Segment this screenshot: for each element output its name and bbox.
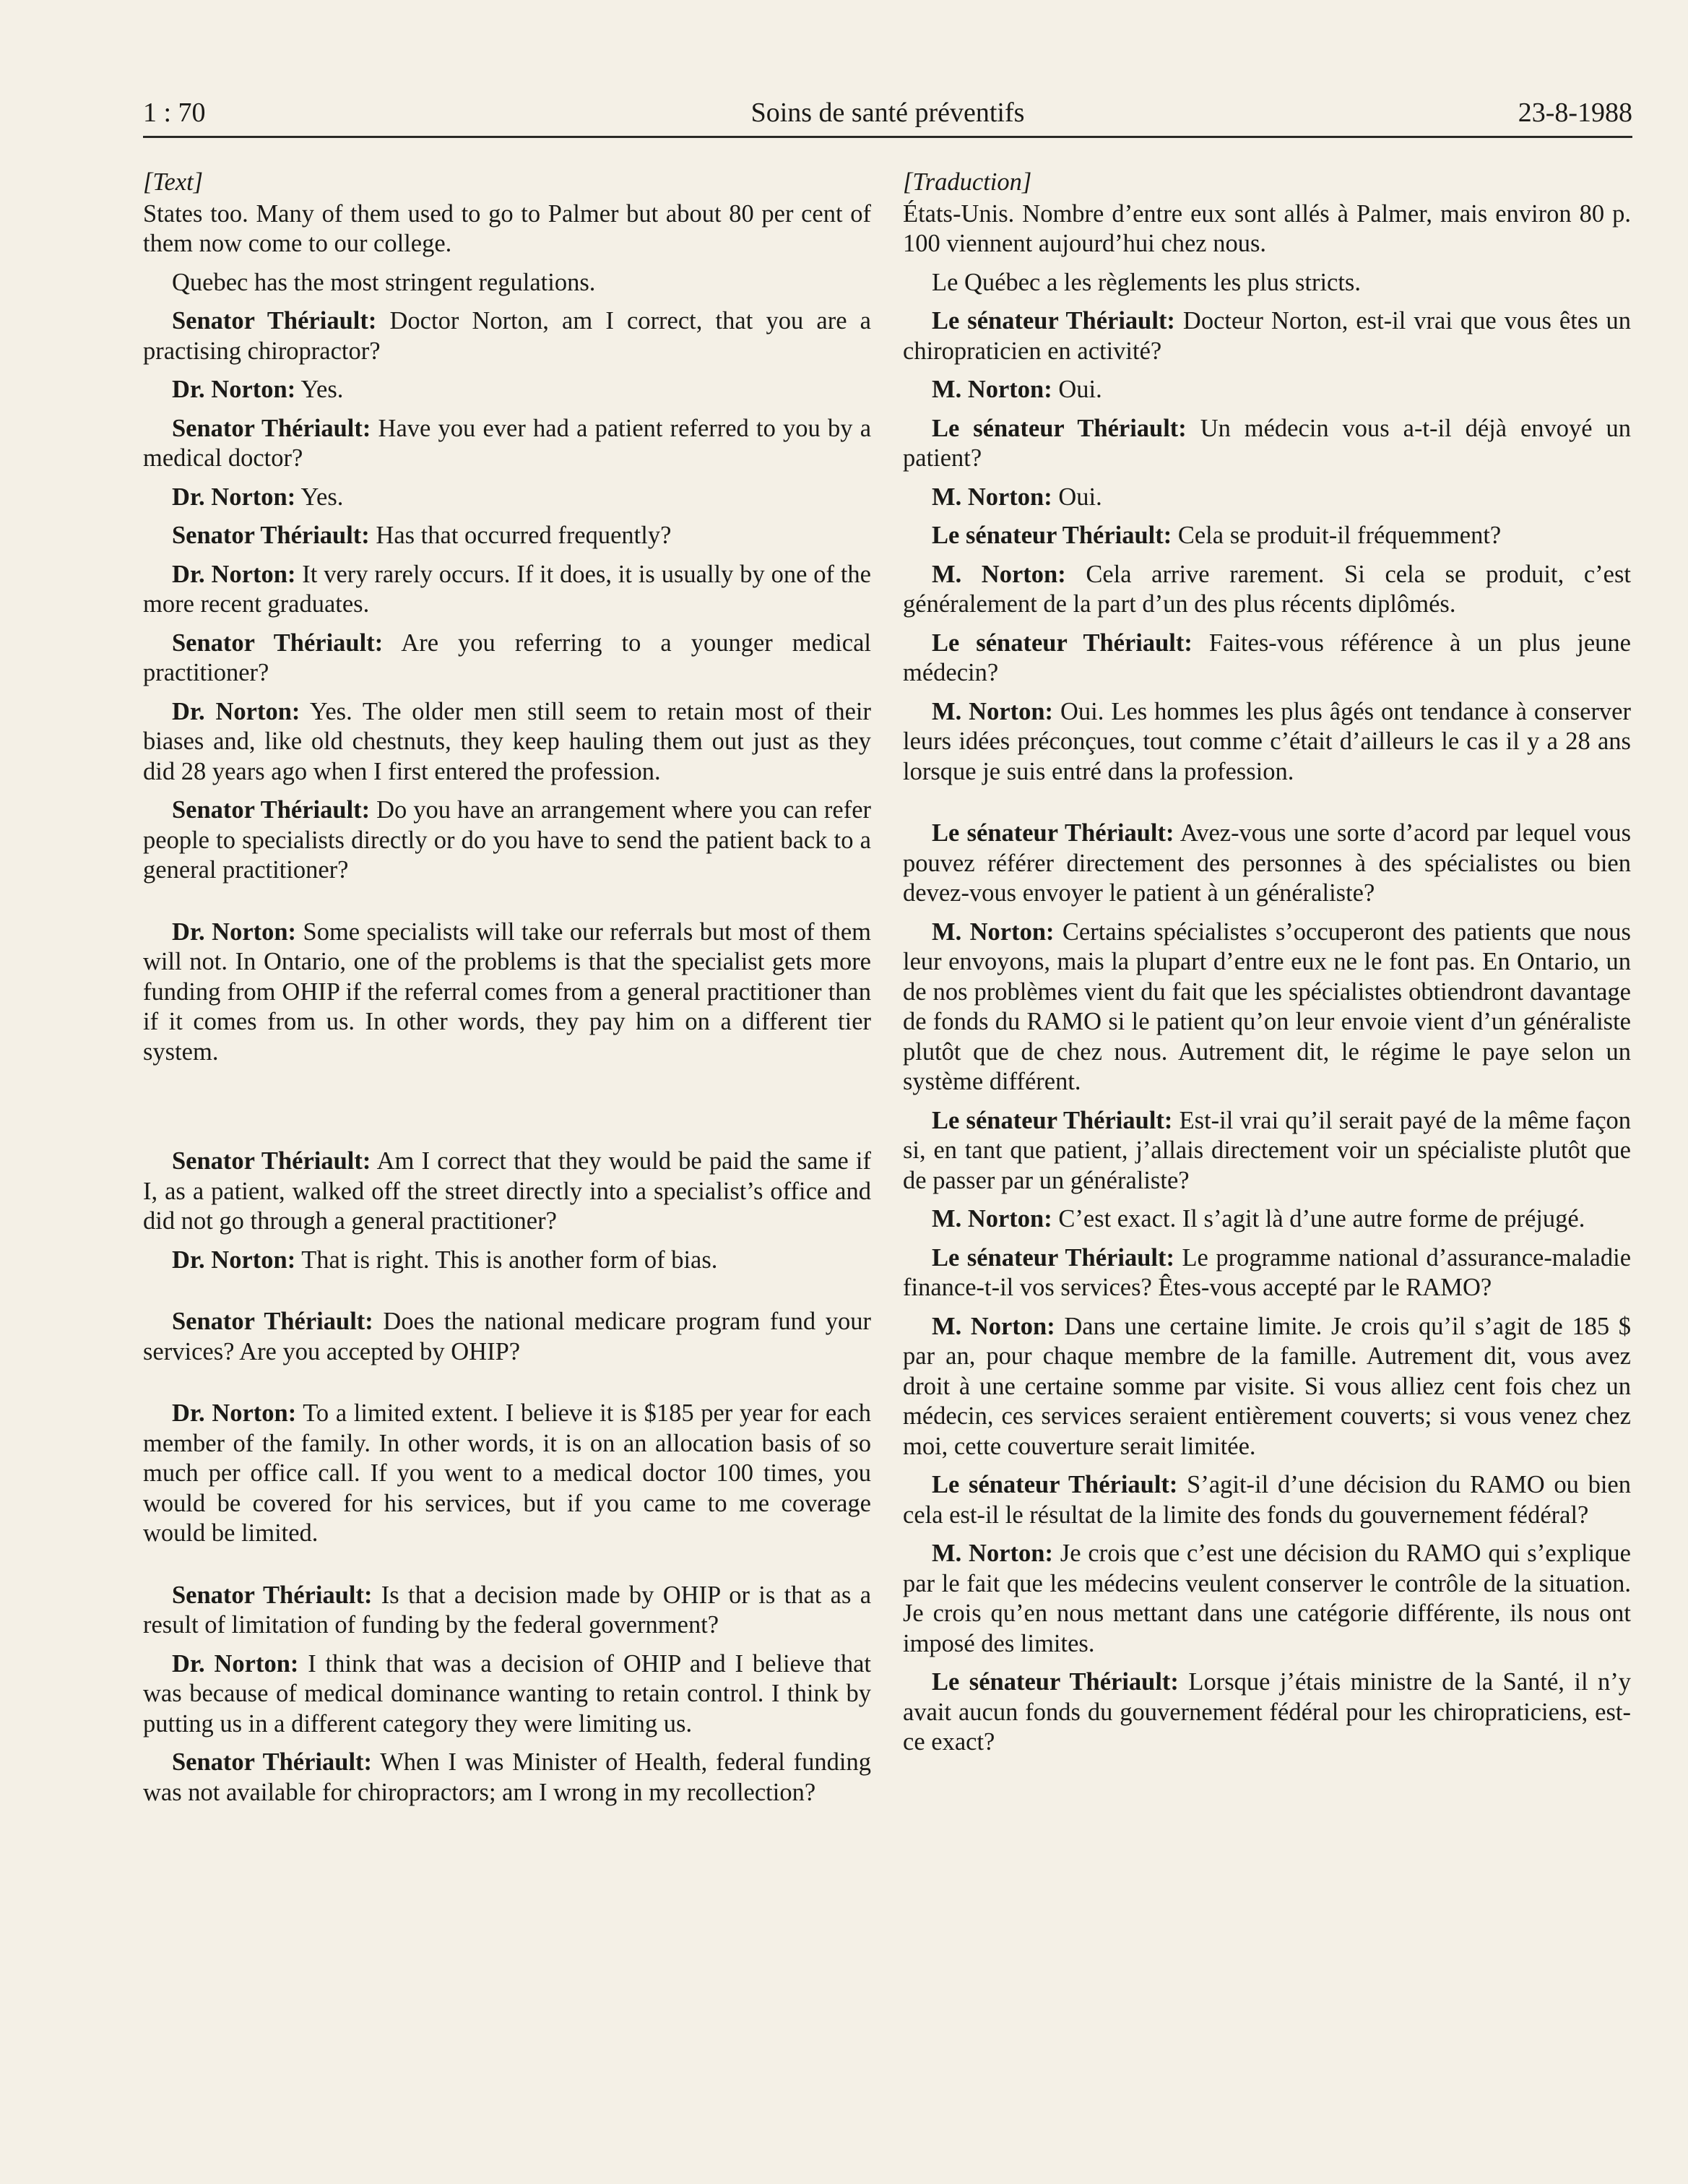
speaker-label: Le sénateur Thériault: — [932, 1243, 1174, 1272]
header-date: 23-8-1988 — [1518, 98, 1632, 128]
speaker-label: Dr. Norton: — [172, 697, 300, 725]
paragraph — [143, 629, 871, 689]
paragraph — [143, 697, 871, 787]
speech-text: Dans une certaine limite. Je crois qu’il s’agit de 185 $ par an, pour chaque membre de la famille. Autrement dit, vous avez droit à une certaine somme par visite. Si vous alliez cent fois chez un médecin, ces services seraient entièrement couverts; si vous venez chez moi, cette couverture serait limitée. — [903, 1312, 1631, 1460]
speaker-label: M. Norton: — [932, 376, 1052, 403]
speech-text: That is right. This is another form of bias. — [295, 1246, 718, 1274]
speech-text: Cela se produit-il fréquemment? — [1172, 522, 1502, 549]
paragraph — [143, 560, 871, 620]
speech-text: Faites-vous référence à un plus jeune médecin? — [903, 629, 1631, 686]
speaker-label: M. Norton: — [932, 918, 1055, 946]
speech-text: Yes. The older men still seem to retain most of their biases and, like old chestnuts, they keep hauling them out just as they did 28 years ago when I first entered the profession. — [143, 697, 871, 785]
speech-text: Cela arrive rarement. Si cela se produit, c’est généralement de la part d’un des plus récents diplômés. — [903, 560, 1631, 618]
speech-text: États-Unis. Nombre d’entre eux sont allés à Palmer, mais environ 80 p. 100 viennent aujourd’hui chez nous. — [903, 199, 1631, 257]
speech-text: Oui. — [1052, 483, 1102, 511]
paragraph — [143, 375, 871, 405]
speaker-label: Le sénateur Thériault: — [932, 629, 1193, 657]
speaker-label: Senator Thériault: — [172, 796, 371, 824]
french-column — [903, 168, 1631, 1766]
page-number: 1 : 70 — [143, 98, 206, 128]
paragraph — [903, 629, 1631, 689]
speech-text: S’agit-il d’une décision du RAMO ou bien cela est-il le résultat de la limite des fonds du gouvernement fédéral? — [903, 1471, 1631, 1529]
speaker-label: Senator Thériault: — [172, 522, 370, 549]
paragraph — [143, 199, 871, 259]
speaker-label: Dr. Norton: — [172, 560, 296, 588]
speaker-label: Senator Thériault: — [172, 414, 371, 442]
english-column — [143, 168, 871, 1816]
speaker-label: Le sénateur Thériault: — [932, 307, 1175, 334]
speech-text: Oui. Les hommes les plus âgés ont tendance à conserver leurs idées préconçues, tout comme c’était d’ailleurs le cas il y a 28 ans lorsque je suis entré dans la profession. — [903, 697, 1631, 785]
speech-text: Je crois que c’est une décision du RAMO qui s’explique par le fait que les médecins veulent conserver le contrôle de la situation. Je crois qu’en nous mettant dans une catégorie différente, ils nous ont imposé des limites. — [903, 1540, 1631, 1657]
speech-text: Some specialists will take our referrals but most of them will not. In Ontario, one of the problems is that the specialist gets more funding from OHIP if the referral comes from a general practitioner than if it comes from us. In other words, they pay him on a different tier system. — [143, 918, 871, 1066]
speaker-label: Dr. Norton: — [172, 376, 296, 403]
speech-text: It very rarely occurs. If it does, it is usually by one of the more recent graduates. — [143, 560, 871, 618]
paragraph — [903, 697, 1631, 787]
speech-text: Lorsque j’étais ministre de la Santé, il n’y avait aucun fonds du gouvernement fédéral pour les chiropraticiens, est-ce exact? — [903, 1668, 1632, 1756]
speech-text: C’est exact. Il s’agit là d’une autre forme de préjugé. — [1052, 1205, 1585, 1233]
speaker-label: Le sénateur Thériault: — [932, 819, 1174, 847]
paragraph — [903, 1470, 1631, 1530]
speaker-label: Le sénateur Thériault: — [932, 414, 1187, 442]
paragraph — [143, 268, 871, 298]
paragraph — [143, 1307, 871, 1367]
speech-text: Is that a decision made by OHIP or is that as a result of limitation of funding by the federal government? — [143, 1581, 872, 1639]
speech-text: Yes. — [295, 376, 344, 403]
paragraph — [903, 375, 1631, 405]
paragraph — [903, 199, 1631, 259]
speech-text: Does the national medicare program fund your services? Are you accepted by OHIP? — [143, 1308, 871, 1365]
paragraph — [903, 1204, 1631, 1235]
paragraph — [903, 483, 1631, 513]
paragraph — [143, 795, 871, 886]
speech-text: Do you have an arrangement where you can refer people to specialists directly or do you have to send the patient back to a general practitioner? — [143, 796, 871, 884]
speaker-label: M. Norton: — [932, 483, 1052, 511]
paragraph — [143, 1748, 871, 1808]
paragraph — [143, 918, 871, 1068]
speaker-label: Senator Thériault: — [172, 1581, 373, 1609]
speaker-label: Le sénateur Thériault: — [932, 1106, 1173, 1134]
speaker-label: M. Norton: — [932, 560, 1066, 588]
speech-text: Le Québec a les règlements les plus stricts. — [932, 268, 1361, 296]
speaker-label: Senator Thériault: — [172, 1147, 371, 1175]
speaker-label: Senator Thériault: — [172, 629, 384, 657]
speaker-label: Le sénateur Thériault: — [932, 522, 1172, 549]
speech-text: To a limited extent. I believe it is $185 per year for each member of the family. In other words, it is on an allocation basis of so much per office call. If you went to a medical doctor 100 times, you would be covered for his services, but if you came to me coverage would be limited. — [143, 1399, 872, 1547]
speaker-label: Dr. Norton: — [172, 1399, 297, 1427]
paragraph — [903, 268, 1631, 298]
paragraph — [903, 306, 1631, 366]
paragraph — [903, 1539, 1631, 1659]
paragraph — [903, 521, 1631, 551]
paragraph — [903, 819, 1631, 909]
text-tag: [Text] — [143, 168, 204, 196]
speech-text: Yes. — [295, 483, 344, 511]
speaker-label: Senator Thériault: — [172, 1748, 373, 1776]
speech-text: Have you ever had a patient referred to you by a medical doctor? — [143, 414, 872, 472]
speech-text: Doctor Norton, am I correct, that you are a practising chiropractor? — [143, 307, 871, 365]
speaker-label: M. Norton: — [932, 697, 1054, 725]
page-header — [143, 92, 1632, 138]
speech-text: Certains spécialistes s’occuperont des patients que nous leur envoyons, mais la plupart d’entre eux ne le font pas. En Ontario, un de nos problèmes vient du fait que les spécialistes obtiendront davantage de fonds du RAMO si le patient qu’on leur envoie vient d’un généraliste plutôt que de chez nous. Autrement dit, le régime le paye selon un système différent. — [903, 918, 1631, 1095]
paragraph — [143, 1147, 871, 1237]
paragraph — [143, 1581, 871, 1641]
speaker-label: Dr. Norton: — [172, 1649, 299, 1678]
speaker-label: Le sénateur Thériault: — [932, 1668, 1179, 1696]
speech-text: Le programme national d’assurance-maladie finance-t-il vos services? Êtes-vous accepté par le RAMO? — [903, 1243, 1632, 1301]
paragraph — [143, 1649, 871, 1740]
speaker-label: Le sénateur Thériault: — [932, 1471, 1178, 1498]
speech-text: Are you referring to a younger medical practitioner? — [143, 629, 872, 686]
paragraph — [143, 483, 871, 513]
speech-text: Oui. — [1052, 376, 1102, 403]
speaker-label: Senator Thériault: — [172, 1308, 373, 1335]
speech-text: Docteur Norton, est-il vrai que vous êtes un chiropraticien en activité? — [903, 307, 1631, 365]
paragraph — [143, 414, 871, 474]
translation-tag: [Traduction] — [903, 168, 1032, 196]
speaker-label: M. Norton: — [932, 1540, 1053, 1567]
paragraph — [903, 414, 1631, 474]
paragraph — [903, 1243, 1631, 1303]
speech-text: Est-il vrai qu’il serait payé de la même façon si, en tant que patient, j’allais directement voir un spécialiste plutôt que de passer par un généraliste? — [903, 1106, 1632, 1194]
speech-text: I think that was a decision of OHIP and I believe that was because of medical dominance wanting to retain control. I think by putting us in a different category they were limiting us. — [143, 1649, 871, 1738]
paragraph — [903, 918, 1631, 1097]
paragraph — [903, 1312, 1631, 1462]
speaker-label: M. Norton: — [932, 1312, 1055, 1340]
speaker-label: Senator Thériault: — [172, 307, 377, 334]
speech-text: Quebec has the most stringent regulations. — [172, 268, 596, 296]
paragraph — [143, 306, 871, 366]
paragraph — [903, 1667, 1631, 1758]
paragraph — [143, 521, 871, 551]
paragraph — [143, 1246, 871, 1276]
running-title: Soins de santé préventifs — [750, 98, 1025, 128]
speech-text: When I was Minister of Health, federal funding was not available for chiropractors; am I wrong in my recollection? — [143, 1748, 872, 1806]
speaker-label: Dr. Norton: — [172, 483, 296, 511]
speaker-label: M. Norton: — [932, 1205, 1052, 1233]
speech-text: Avez-vous une sorte d’acord par lequel vous pouvez référer directement des personnes à des spécialistes ou bien devez-vous envoyer le patient à un généraliste? — [903, 819, 1632, 907]
paragraph — [903, 560, 1631, 620]
speaker-label: Dr. Norton: — [172, 918, 297, 946]
paragraph — [143, 1399, 871, 1549]
speech-text: Am I correct that they would be paid the same if I, as a patient, walked off the street directly into a specialist’s office and did not go through a general practitioner? — [143, 1147, 871, 1235]
speech-text: Has that occurred frequently? — [369, 522, 672, 549]
speech-text: States too. Many of them used to go to Palmer but about 80 per cent of them now come to our college. — [143, 199, 871, 257]
speech-text: Un médecin vous a-t-il déjà envoyé un patient? — [903, 414, 1631, 472]
paragraph — [903, 1106, 1631, 1196]
speaker-label: Dr. Norton: — [172, 1246, 296, 1274]
